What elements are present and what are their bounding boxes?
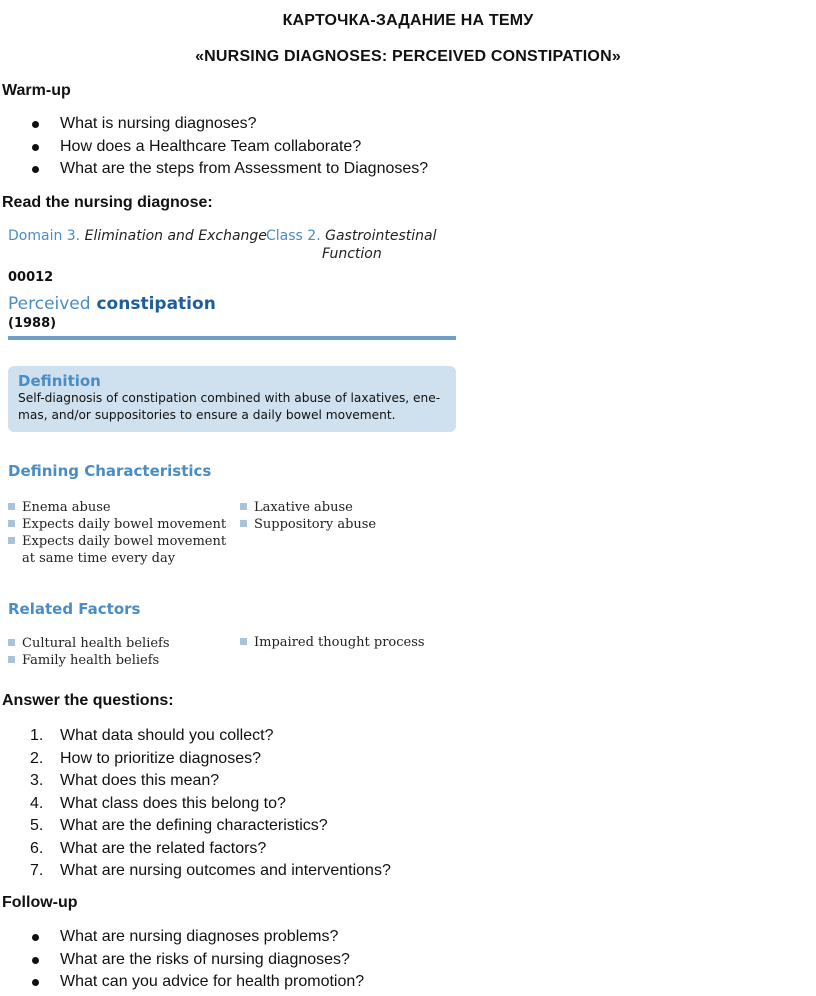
list-item: What is nursing diagnoses? (0, 113, 428, 136)
item-number: 6. (30, 839, 44, 857)
item-continuation: at same time every day (22, 551, 176, 566)
list-item (0, 793, 391, 816)
item-text: What class does this belong to? (60, 794, 286, 812)
answer-heading: Answer the questions: (2, 692, 174, 709)
item-text: How to prioritize diagnoses? (60, 749, 261, 767)
item-text: Family health beliefs (22, 653, 160, 668)
item-text: Laxative abuse (254, 500, 353, 515)
list-item (0, 725, 391, 748)
diagnosis-word-1: Perceived (8, 294, 91, 314)
item-text: Enema abuse (22, 500, 111, 515)
related-factors-heading: Related Factors (8, 600, 141, 618)
item-text: Expects daily bowel movement (22, 534, 227, 549)
divider (8, 336, 456, 340)
list-item (8, 499, 226, 516)
list-item (8, 635, 170, 652)
square-bullet-icon (8, 503, 15, 510)
diagnosis-code: 00012 (8, 270, 54, 285)
item-text: Expects daily bowel movement (22, 517, 227, 532)
list-item (8, 652, 170, 669)
defining-left-column (8, 499, 226, 567)
title-line-2: «NURSING DIAGNOSES: PERCEIVED CONSTIPATION» (195, 48, 621, 65)
square-bullet-icon (8, 537, 15, 544)
list-item (240, 499, 376, 516)
list-item: What can you advice for health promotion? (0, 971, 364, 994)
list-item (8, 516, 226, 533)
list-item (8, 533, 226, 550)
item-text: Impaired thought process (254, 635, 425, 650)
square-bullet-icon (8, 520, 15, 527)
list-item (0, 770, 391, 793)
definition-heading: Definition (18, 372, 101, 390)
class-name-1: Gastrointestinal (325, 228, 437, 244)
item-text: What are the related factors? (60, 839, 267, 857)
list-item (240, 516, 376, 533)
followup-list (0, 926, 364, 994)
list-item: What are the risks of nursing diagnoses? (0, 949, 364, 972)
domain-name: Elimination and Exchange (84, 228, 267, 244)
list-item: What are the steps from Assessment to Diagnoses? (0, 158, 428, 181)
defining-right-column (240, 499, 376, 533)
square-bullet-icon (8, 639, 15, 646)
followup-heading: Follow-up (2, 894, 78, 911)
item-number: 5. (30, 817, 44, 834)
definition-line-1: Self-diagnosis of constipation combined with abuse of laxatives, ene- (18, 391, 441, 405)
definition-text (18, 390, 448, 424)
title-line-1: КАРТОЧКА-ЗАДАНИЕ НА ТЕМУ (282, 12, 534, 29)
related-left-column (8, 635, 170, 669)
square-bullet-icon (240, 503, 247, 510)
class-label: Class 2. (266, 228, 321, 244)
item-text: Cultural health beliefs (22, 636, 170, 651)
defining-characteristics-heading: Defining Characteristics (8, 462, 212, 480)
list-item (0, 838, 391, 861)
class-name-2: Function (322, 246, 382, 262)
list-item (240, 634, 425, 651)
diagnosis-word-2: constipation (96, 294, 216, 314)
item-text: What are the defining characteristics? (60, 817, 328, 834)
domain-row (8, 228, 267, 244)
diagnosis-card (8, 226, 458, 686)
diagnosis-year: (1988) (8, 316, 57, 331)
read-heading: Read the nursing diagnose: (2, 194, 213, 211)
answer-list (0, 725, 391, 883)
item-text: What data should you collect? (60, 727, 274, 744)
square-bullet-icon (240, 638, 247, 645)
list-item (0, 815, 391, 838)
item-number: 3. (30, 772, 44, 789)
item-text: What does this mean? (60, 772, 220, 789)
item-number: 2. (30, 749, 44, 767)
definition-line-2: mas, and/or suppositories to ensure a daily bowel movement. (18, 408, 396, 422)
diagnosis-title (8, 294, 216, 314)
item-text: What are nursing outcomes and interventions? (60, 862, 391, 879)
square-bullet-icon (8, 656, 15, 663)
item-number: 4. (30, 794, 44, 812)
domain-label: Domain 3. (8, 228, 81, 244)
definition-box (8, 366, 456, 432)
item-number: 1. (30, 727, 44, 744)
list-item: How does a Healthcare Team collaborate? (0, 136, 428, 159)
class-row (266, 228, 437, 244)
list-item (0, 860, 391, 883)
warmup-list (0, 113, 428, 181)
square-bullet-icon (240, 520, 247, 527)
list-item (0, 748, 391, 771)
list-item: What are nursing diagnoses problems? (0, 926, 364, 949)
warmup-heading: Warm-up (2, 82, 71, 99)
item-text: Suppository abuse (254, 517, 377, 532)
item-number: 7. (30, 862, 44, 879)
related-right-column (240, 634, 425, 651)
